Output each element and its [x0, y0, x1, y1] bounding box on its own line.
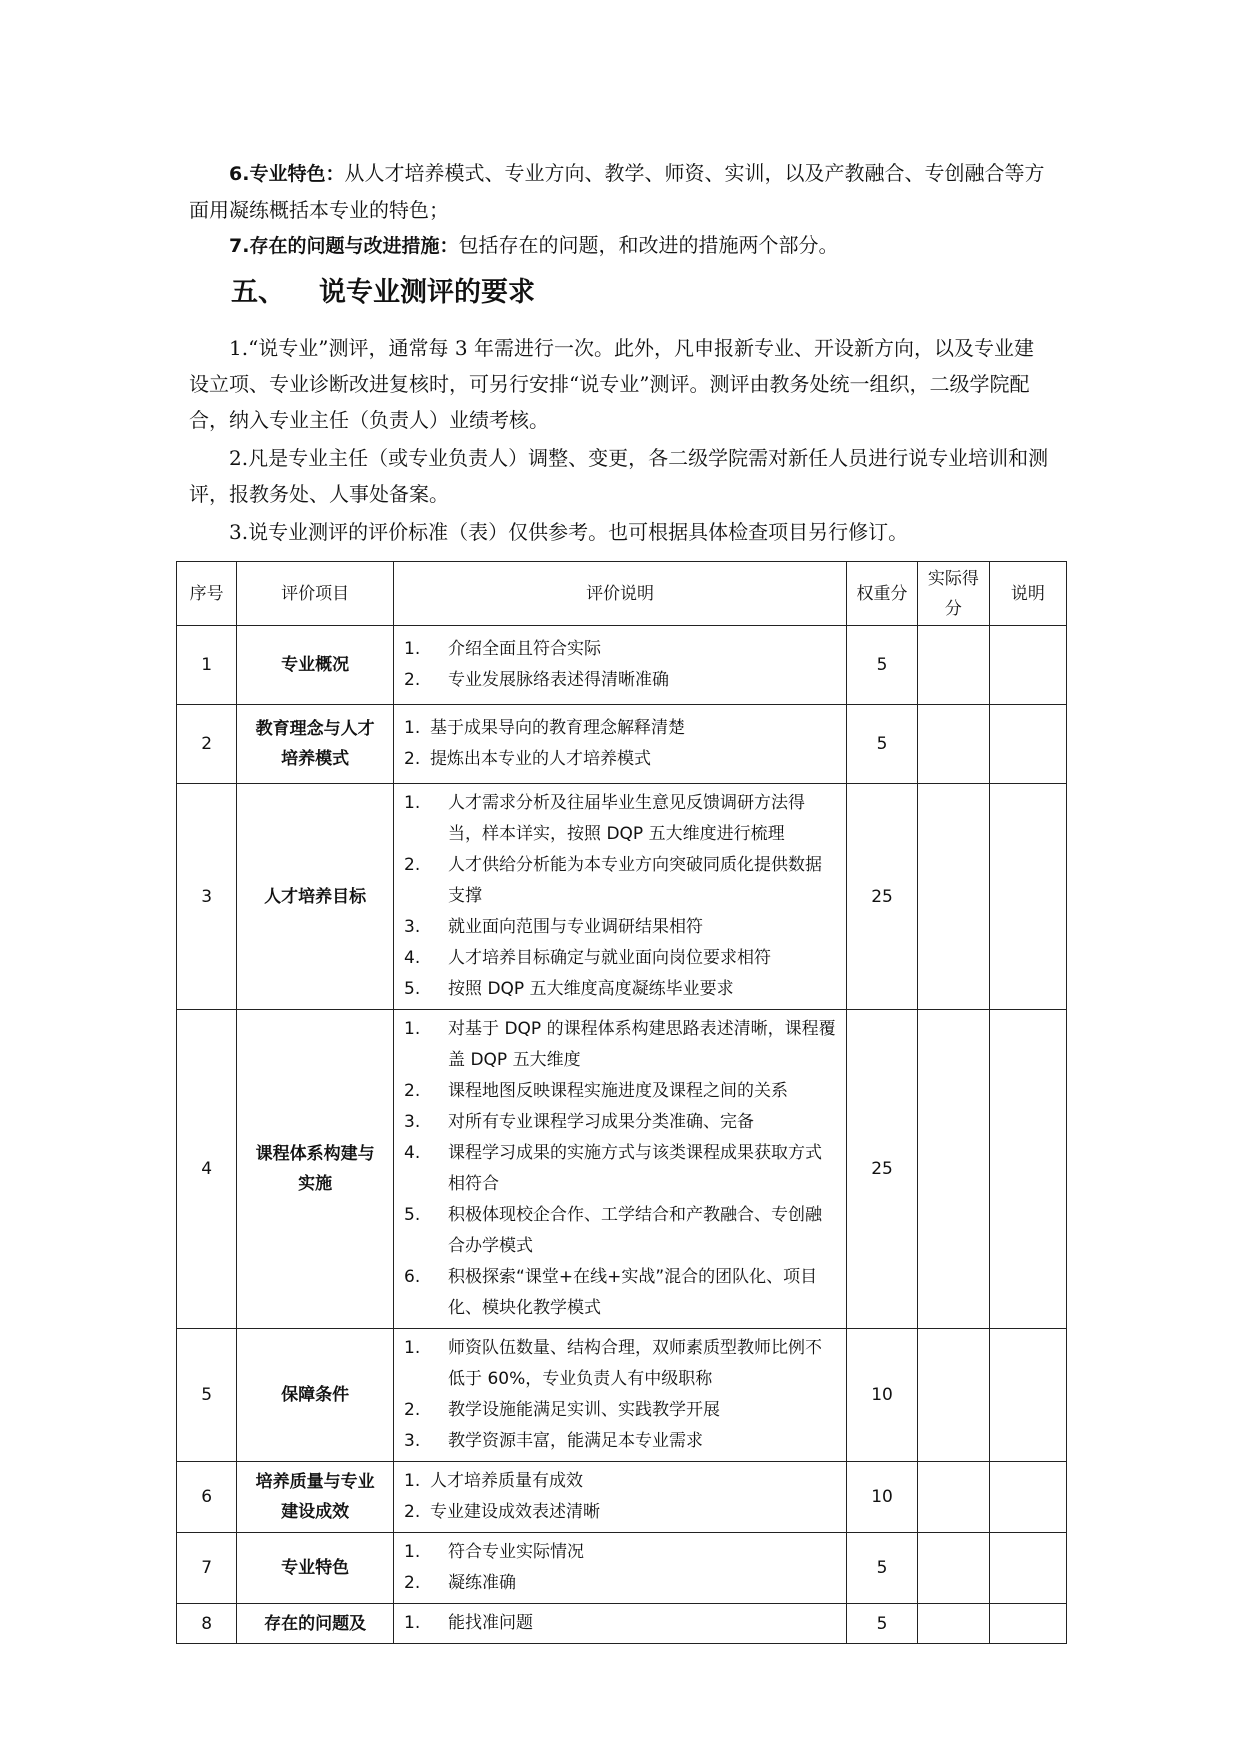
criteria-item [404, 1426, 836, 1457]
criteria-text: 基于成果导向的教育理念解释清楚 [430, 718, 686, 738]
criteria-item [404, 1395, 836, 1426]
section-number: 五、 [231, 277, 285, 308]
criteria-item [404, 1138, 836, 1200]
table-header-row [177, 562, 1067, 626]
criteria-item [404, 974, 836, 1005]
criteria-number: 4. [404, 948, 421, 968]
requirement-1: 1.“说专业”测评，通常每 3 年需进行一次。此外，凡申报新专业、开设新方向，以及专业建设立项、专业诊断改进复核时，可另行安排“说专业”测评。测评由教务处统一组织，二级学院配合，纳入专业主任（负责人）业绩考核。 [189, 336, 1034, 432]
row-weight: 25 [847, 1010, 918, 1329]
criteria-number: 1. [404, 1019, 421, 1039]
table-row [177, 1010, 1067, 1329]
criteria-list [404, 1537, 836, 1599]
criteria-item [404, 1497, 836, 1528]
row-score [917, 1329, 989, 1462]
criteria-item [404, 1262, 836, 1324]
row-note [989, 1010, 1066, 1329]
row-score [917, 1533, 989, 1604]
criteria-number: 4. [404, 1143, 421, 1163]
table-row [177, 626, 1067, 705]
criteria-list [404, 713, 836, 775]
criteria-item [404, 1333, 836, 1395]
criteria-text: 专业建设成效表述清晰 [430, 1502, 601, 1522]
row-weight: 5 [847, 626, 918, 705]
row-weight: 5 [847, 1533, 918, 1604]
row-criteria [394, 1533, 847, 1604]
row-score [917, 626, 989, 705]
criteria-text: 就业面向范围与专业调研结果相符 [448, 917, 704, 937]
paragraph-problems [189, 227, 1049, 264]
row-item: 培养质量与专业建设成效 [237, 1462, 394, 1533]
row-number: 7 [177, 1533, 237, 1604]
row-score [917, 784, 989, 1010]
row-note [989, 1604, 1066, 1644]
paragraph-problems-text: 包括存在的问题，和改进的措施两个部分。 [458, 233, 839, 257]
row-criteria [394, 1010, 847, 1329]
row-criteria [394, 626, 847, 705]
row-item: 人才培养目标 [237, 784, 394, 1010]
row-number: 2 [177, 705, 237, 784]
row-score [917, 1604, 989, 1644]
table-row [177, 705, 1067, 784]
criteria-text: 积极体现校企合作、工学结合和产教融合、专创融合办学模式 [448, 1205, 823, 1256]
criteria-number: 1. [404, 1613, 421, 1633]
row-note [989, 1462, 1066, 1533]
row-score [917, 1010, 989, 1329]
row-item: 存在的问题及 [237, 1604, 394, 1644]
header-no: 序号 [177, 562, 237, 626]
row-weight: 10 [847, 1462, 918, 1533]
criteria-text: 师资队伍数量、结构合理，双师素质型教师比例不低于 60%，专业负责人有中级职称 [448, 1338, 823, 1389]
criteria-number: 2. [404, 855, 421, 875]
criteria-item [404, 943, 836, 974]
criteria-list [404, 1466, 836, 1528]
section-title: 说专业测评的要求 [319, 277, 535, 308]
criteria-item [404, 713, 836, 744]
criteria-text: 对所有专业课程学习成果分类准确、完备 [448, 1112, 755, 1132]
section-heading [231, 270, 535, 309]
criteria-number: 6. [404, 1267, 421, 1287]
criteria-number: 5. [404, 979, 421, 999]
criteria-text: 教学设施能满足实训、实践教学开展 [448, 1400, 721, 1420]
row-item: 专业概况 [237, 626, 394, 705]
criteria-number: 3. [404, 1431, 421, 1451]
criteria-text: 人才培养目标确定与就业面向岗位要求相符 [448, 948, 772, 968]
criteria-number: 1. [404, 639, 421, 659]
row-weight: 10 [847, 1329, 918, 1462]
header-desc: 评价说明 [394, 562, 847, 626]
row-score [917, 705, 989, 784]
row-number: 8 [177, 1604, 237, 1644]
criteria-item [404, 744, 836, 775]
row-item: 专业特色 [237, 1533, 394, 1604]
criteria-number: 2. [404, 1081, 421, 1101]
criteria-number: 2. [404, 1573, 421, 1593]
row-weight: 5 [847, 705, 918, 784]
table-row [177, 1604, 1067, 1644]
header-weight: 权重分 [847, 562, 918, 626]
criteria-text: 提炼出本专业的人才培养模式 [430, 749, 652, 769]
row-criteria [394, 784, 847, 1010]
criteria-list [404, 1333, 836, 1457]
criteria-number: 2. [404, 1502, 421, 1522]
criteria-text: 人才培养质量有成效 [430, 1471, 584, 1491]
criteria-number: 5. [404, 1205, 421, 1225]
row-number: 5 [177, 1329, 237, 1462]
criteria-text: 积极探索“课堂+在线+实战”混合的团队化、项目化、模块化教学模式 [448, 1267, 818, 1318]
row-note [989, 784, 1066, 1010]
table-row [177, 784, 1067, 1010]
criteria-item [404, 1076, 836, 1107]
criteria-item [404, 1466, 836, 1497]
criteria-text: 教学资源丰富，能满足本专业需求 [448, 1431, 704, 1451]
row-note [989, 626, 1066, 705]
criteria-item [404, 850, 836, 912]
row-number: 3 [177, 784, 237, 1010]
row-number: 4 [177, 1010, 237, 1329]
requirement-3: 3.说专业测评的评价标准（表）仅供参考。也可根据具体检查项目另行修订。 [229, 520, 909, 544]
row-number: 6 [177, 1462, 237, 1533]
evaluation-table [176, 561, 1067, 1644]
criteria-item [404, 788, 836, 850]
criteria-number: 3. [404, 917, 421, 937]
row-note [989, 1329, 1066, 1462]
criteria-text: 人才需求分析及往届毕业生意见反馈调研方法得当，样本详实，按照 DQP 五大维度进行梳理 [448, 793, 806, 844]
row-note [989, 1533, 1066, 1604]
row-criteria [394, 1604, 847, 1644]
criteria-number: 1. [404, 1338, 421, 1358]
row-weight: 5 [847, 1604, 918, 1644]
row-item: 保障条件 [237, 1329, 394, 1462]
criteria-item [404, 1200, 836, 1262]
criteria-number: 2. [404, 670, 421, 690]
row-item: 教育理念与人才培养模式 [237, 705, 394, 784]
criteria-number: 1. [404, 793, 421, 813]
criteria-list [404, 1014, 836, 1324]
criteria-list [404, 634, 836, 696]
criteria-item [404, 912, 836, 943]
criteria-text: 凝练准确 [448, 1573, 517, 1593]
table-row [177, 1462, 1067, 1533]
row-item: 课程体系构建与实施 [237, 1010, 394, 1329]
criteria-number: 2. [404, 749, 421, 769]
header-score: 实际得分 [917, 562, 989, 626]
criteria-text: 课程地图反映课程实施进度及课程之间的关系 [448, 1081, 789, 1101]
row-weight: 25 [847, 784, 918, 1010]
criteria-text: 符合专业实际情况 [448, 1542, 585, 1562]
header-item: 评价项目 [237, 562, 394, 626]
paragraph-feature [189, 155, 1049, 228]
criteria-item [404, 665, 836, 696]
paragraph-feature-label: 6.专业特色： [229, 163, 345, 185]
paragraph-problems-label: 7.存在的问题与改进措施： [229, 235, 459, 257]
row-score [917, 1462, 989, 1533]
criteria-item [404, 1107, 836, 1138]
requirement-2: 2.凡是专业主任（或专业负责人）调整、变更，各二级学院需对新任人员进行说专业培训和测评，报教务处、人事处备案。 [189, 446, 1049, 506]
row-criteria [394, 1329, 847, 1462]
criteria-text: 课程学习成果的实施方式与该类课程成果获取方式相符合 [448, 1143, 823, 1194]
row-number: 1 [177, 626, 237, 705]
criteria-item [404, 1568, 836, 1599]
criteria-number: 3. [404, 1112, 421, 1132]
criteria-list [404, 788, 836, 1005]
criteria-item [404, 1537, 836, 1568]
table-row [177, 1533, 1067, 1604]
table-body [177, 626, 1067, 1644]
criteria-text: 对基于 DQP 的课程体系构建思路表述清晰，课程覆盖 DQP 五大维度 [448, 1019, 836, 1070]
criteria-text: 能找准问题 [448, 1613, 534, 1633]
criteria-number: 2. [404, 1400, 421, 1420]
row-criteria [394, 1462, 847, 1533]
criteria-text: 人才供给分析能为本专业方向突破同质化提供数据支撑 [448, 855, 823, 906]
criteria-item [404, 1608, 836, 1639]
header-note: 说明 [989, 562, 1066, 626]
row-note [989, 705, 1066, 784]
criteria-list [404, 1608, 836, 1639]
criteria-text: 按照 DQP 五大维度高度凝练毕业要求 [448, 979, 734, 999]
criteria-text: 介绍全面且符合实际 [448, 639, 602, 659]
paragraph-feature-text: 从人才培养模式、专业方向、教学、师资、实训，以及产教融合、专创融合等方面用凝练概括本专业的特色； [189, 161, 1045, 222]
criteria-number: 1. [404, 1471, 421, 1491]
criteria-item [404, 1014, 836, 1076]
row-criteria [394, 705, 847, 784]
criteria-text: 专业发展脉络表述得清晰准确 [448, 670, 670, 690]
criteria-number: 1. [404, 1542, 421, 1562]
table-row [177, 1329, 1067, 1462]
criteria-number: 1. [404, 718, 421, 738]
criteria-item [404, 634, 836, 665]
